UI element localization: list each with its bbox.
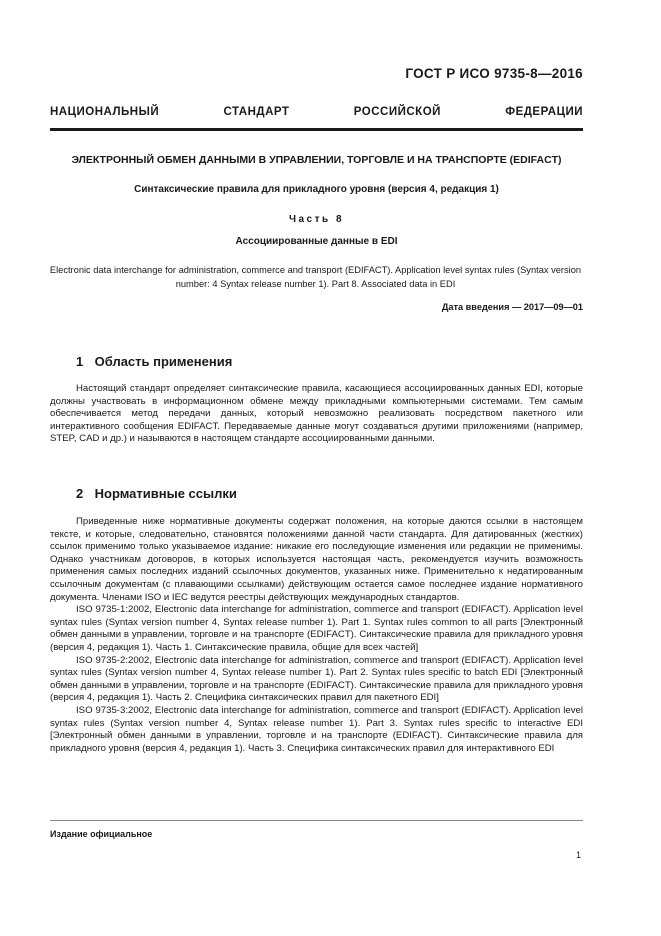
reference-iso-9735-3: ISO 9735-3:2002, Electronic data interchange for administration, commerce and transport (EDIFACT). Application level syntax rules (Syntax version number 4, Syntax release number 1). Part 3. Syntax rules specific to interactive EDI [Электронный обмен данными в управлении, торговле и на транспорте (EDIFACT). Синтаксические правила для прикладного уровня (версия 4, редакция 1). Часть 3. Спецификa синтаксических правил для интерактивного EDI [50,704,583,754]
reference-iso-9735-2: ISO 9735-2:2002, Electronic data interchange for administration, commerce and transport (EDIFACT). Application level syntax rules (Syntax version number 4, Syntax release number 1). Part 2. Syntax rules specific to batch EDI [Электронный обмен данными в управлении, торговле и на транспорте (EDIFACT). Синтаксические правила для прикладного уровня (версия 4, редакция 1). Часть 2. Спецификa синтаксических правил для пакетного EDI] [50,654,583,704]
standard-code: ГОСТ Р ИСО 9735-8—2016 [405,66,583,81]
paragraph: Настоящий стандарт определяет синтаксические правила, касающиеся ассоциированных данных EDI, которые должны участвовать в информационном обмене между прикладными компьютерными системами. Тем самым обеспечивается метод передачи данных, который невозможно реализовать посредством пакетного или интерактивного сообщения EDIFACT. Передаваемые данные могут создаваться другими приложениями (например, STEP, CAD и др.) и называются в настоящем стандарте ассоциированными данными. [50,383,583,445]
reference-iso-9735-1: ISO 9735-1:2002, Electronic data interchange for administration, commerce and transport (EDIFACT). Application level syntax rules (Syntax version number 4, Syntax release number 1). Part 1. Syntax rules common to all parts [Электронный обмен данными в управлении, торговле и на транспорте (EDIFACT). Синтаксические правила для прикладного уровня (версия 4, редакция 1). Часть 1. Синтаксические правила, общие для всех частей] [50,604,583,653]
footer-rule [50,820,583,821]
introduction-date: Дата введения — 2017—09—01 [441,302,583,312]
document-title: ЭЛЕКТРОННЫЙ ОБМЕН ДАННЫМИ В УПРАВЛЕНИИ, ТОРГОВЛЕ И НА ТРАНСПОРТЕ (EDIFACT) [71,154,562,166]
section-number: 2 [76,486,84,501]
edition-label: Издание официальное [50,829,153,839]
part-title: Ассоциированные данные в EDI [235,236,398,247]
section-1-heading [76,354,232,369]
section-title: Нормативные ссылки [94,486,237,501]
document-subtitle: Синтаксические правила для прикладного уровня (версия 4, редакция 1) [134,184,499,195]
section-number: 1 [76,354,84,369]
paragraph: Приведенные ниже нормативные документы содержат положения, на которые даются ссылки в настоящем тексте, и которые, следовательно, становятся положениями данной части стандарта. Для датированных (жестких) ссылок применимо только указываемое издание: никакие его последующие изменения или редакции не применимы. Однако участникам договоров, в которых используется настоящая часть, рекомендуется изучить возможность применения самых последних изданий ссылочных документов, указанных ниже. Применительно к недатированным ссылочным документам (с плавающими ссылками) действующим остается самое последнее издание нормативного документа. Членами ISO и IEC ведутся реестры действующих международных стандартов. [50,516,583,603]
national-standard-banner: НАЦИОНАЛЬНЫЙ СТАНДАРТ РОССИЙСКОЙ ФЕДЕРАЦИИ [50,106,583,118]
page-number: 1 [575,850,581,860]
section-2-body [50,516,583,755]
section-1-body [50,383,583,446]
header-rule [50,128,583,131]
section-2-heading [76,486,237,501]
english-title: Electronic data interchange for administration, commerce and transport (EDIFACT). Application level syntax rules (Syntax version number: 4 Syntax release number 1). Part 8. Associated data in EDI [49,265,582,289]
part-label: Часть 8 [288,214,345,225]
section-title: Область применения [94,354,233,369]
